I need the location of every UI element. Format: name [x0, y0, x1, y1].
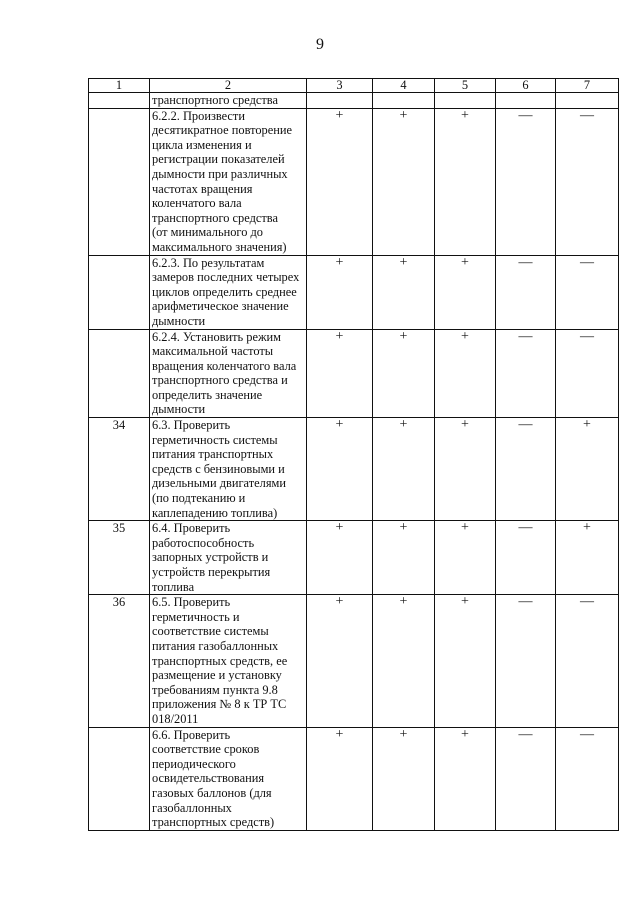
- description-line: питания газобаллонных: [152, 638, 279, 653]
- description-line: 6.2.4. Установить режим: [152, 329, 282, 344]
- description-line: замеров последних четырех: [152, 270, 300, 285]
- description-line: транспортного средства: [152, 210, 278, 225]
- applicability-mark: [373, 93, 435, 109]
- description-line: цикла изменения и: [152, 137, 252, 152]
- description-line: транспортных средств): [152, 815, 275, 830]
- description-line: циклов определить среднее: [152, 284, 297, 299]
- applicability-mark: +: [435, 727, 496, 830]
- table-row: [89, 329, 619, 418]
- applicability-mark: +: [373, 595, 435, 727]
- applicability-mark: —: [496, 329, 556, 418]
- column-header: 7: [556, 79, 619, 93]
- applicability-mark: +: [556, 521, 619, 595]
- inspection-table: [88, 78, 619, 831]
- applicability-mark: +: [373, 418, 435, 521]
- applicability-mark: +: [373, 108, 435, 255]
- description-cell: [150, 727, 307, 830]
- description-line: размещение и установку: [152, 668, 282, 683]
- applicability-mark: —: [556, 329, 619, 418]
- column-header: 1: [89, 79, 150, 93]
- applicability-mark: [556, 93, 619, 109]
- applicability-mark: [307, 93, 373, 109]
- description-line: коленчатого вала: [152, 196, 242, 211]
- row-number-cell: [89, 255, 150, 329]
- applicability-mark: +: [373, 329, 435, 418]
- description-line: запорных устройств и: [152, 550, 269, 565]
- applicability-mark: +: [307, 418, 373, 521]
- applicability-mark: +: [435, 521, 496, 595]
- column-header: 3: [307, 79, 373, 93]
- applicability-mark: +: [373, 727, 435, 830]
- description-line: периодического: [152, 756, 236, 771]
- description-line: (от минимального до: [152, 225, 263, 240]
- description-line: топлива: [152, 579, 195, 594]
- applicability-mark: —: [496, 418, 556, 521]
- applicability-mark: +: [435, 595, 496, 727]
- applicability-mark: +: [435, 329, 496, 418]
- description-line: 6.3. Проверить: [152, 418, 231, 433]
- table-row: [89, 727, 619, 830]
- description-line: 018/2011: [152, 711, 199, 726]
- applicability-mark: —: [496, 595, 556, 727]
- applicability-mark: +: [307, 255, 373, 329]
- applicability-mark: —: [496, 727, 556, 830]
- applicability-mark: —: [496, 521, 556, 595]
- description-line: 6.2.3. По результатам: [152, 255, 265, 270]
- table-row: [89, 108, 619, 255]
- table-row: [89, 595, 619, 727]
- applicability-mark: +: [435, 108, 496, 255]
- description-line: дымности: [152, 313, 206, 328]
- table-body: [89, 79, 619, 831]
- column-header: 2: [150, 79, 307, 93]
- applicability-mark: +: [307, 521, 373, 595]
- description-line: регистрации показателей: [152, 152, 285, 167]
- description-line: соответствие системы: [152, 624, 269, 639]
- table-row: [89, 255, 619, 329]
- row-number-cell: [89, 93, 150, 109]
- description-line: десятикратное повторение: [152, 123, 293, 138]
- table-row: [89, 93, 619, 109]
- row-number-cell: [89, 329, 150, 418]
- applicability-mark: +: [307, 595, 373, 727]
- description-line: транспортных средств, ее: [152, 653, 288, 668]
- row-number-cell: 35: [89, 521, 150, 595]
- description-line: дымности: [152, 402, 206, 417]
- applicability-mark: —: [496, 255, 556, 329]
- table-row: [89, 418, 619, 521]
- description-line: работоспособность: [152, 535, 255, 550]
- applicability-mark: —: [556, 108, 619, 255]
- applicability-mark: —: [556, 255, 619, 329]
- row-number-cell: 34: [89, 418, 150, 521]
- description-line: 6.5. Проверить: [152, 595, 231, 610]
- applicability-mark: [496, 93, 556, 109]
- description-line: газобаллонных: [152, 800, 232, 815]
- row-number-cell: [89, 727, 150, 830]
- description-line: герметичность системы: [152, 432, 278, 447]
- description-line: средств с бензиновыми и: [152, 461, 285, 476]
- description-line: арифметическое значение: [152, 299, 289, 314]
- description-line: определить значение: [152, 387, 263, 402]
- applicability-mark: +: [307, 329, 373, 418]
- description-line: соответствие сроков: [152, 742, 260, 757]
- column-header: 5: [435, 79, 496, 93]
- description-line: частотах вращения: [152, 181, 253, 196]
- table-header-row: [89, 79, 619, 93]
- description-line: дизельными двигателями: [152, 476, 287, 491]
- applicability-mark: +: [307, 727, 373, 830]
- description-line: газовых баллонов (для: [152, 785, 272, 800]
- description-line: приложения № 8 к ТР ТС: [152, 697, 287, 712]
- row-number-cell: [89, 108, 150, 255]
- description-cell: [150, 329, 307, 418]
- description-cell: [150, 93, 307, 109]
- description-line: (по подтеканию и: [152, 491, 246, 506]
- description-cell: [150, 108, 307, 255]
- applicability-mark: —: [496, 108, 556, 255]
- applicability-mark: [435, 93, 496, 109]
- description-line: дымности при различных: [152, 166, 288, 181]
- column-header: 6: [496, 79, 556, 93]
- applicability-mark: +: [435, 418, 496, 521]
- description-line: устройств перекрытия: [152, 565, 271, 579]
- description-line: максимальной частоты: [152, 344, 274, 359]
- description-line: 6.2.2. Произвести: [152, 108, 245, 123]
- description-line: транспортного средства: [152, 93, 278, 107]
- applicability-mark: +: [373, 255, 435, 329]
- description-line: герметичность и: [152, 609, 240, 624]
- description-cell: [150, 418, 307, 521]
- applicability-mark: +: [373, 521, 435, 595]
- description-line: 6.4. Проверить: [152, 521, 231, 536]
- row-number-cell: 36: [89, 595, 150, 727]
- description-line: питания транспортных: [152, 447, 274, 462]
- description-cell: [150, 521, 307, 595]
- column-header: 4: [373, 79, 435, 93]
- page-number: 9: [316, 36, 324, 53]
- table-row: [89, 521, 619, 595]
- description-line: 6.6. Проверить: [152, 727, 231, 742]
- applicability-mark: —: [556, 727, 619, 830]
- description-line: транспортного средства и: [152, 373, 288, 388]
- description-cell: [150, 255, 307, 329]
- description-cell: [150, 595, 307, 727]
- description-line: требованиям пункта 9.8: [152, 682, 278, 697]
- description-line: вращения коленчатого вала: [152, 358, 297, 373]
- applicability-mark: —: [556, 595, 619, 727]
- applicability-mark: +: [307, 108, 373, 255]
- description-line: максимального значения): [152, 239, 287, 254]
- applicability-mark: +: [556, 418, 619, 521]
- description-line: каплепадению топлива): [152, 505, 278, 520]
- description-line: освидетельствования: [152, 771, 265, 786]
- applicability-mark: +: [435, 255, 496, 329]
